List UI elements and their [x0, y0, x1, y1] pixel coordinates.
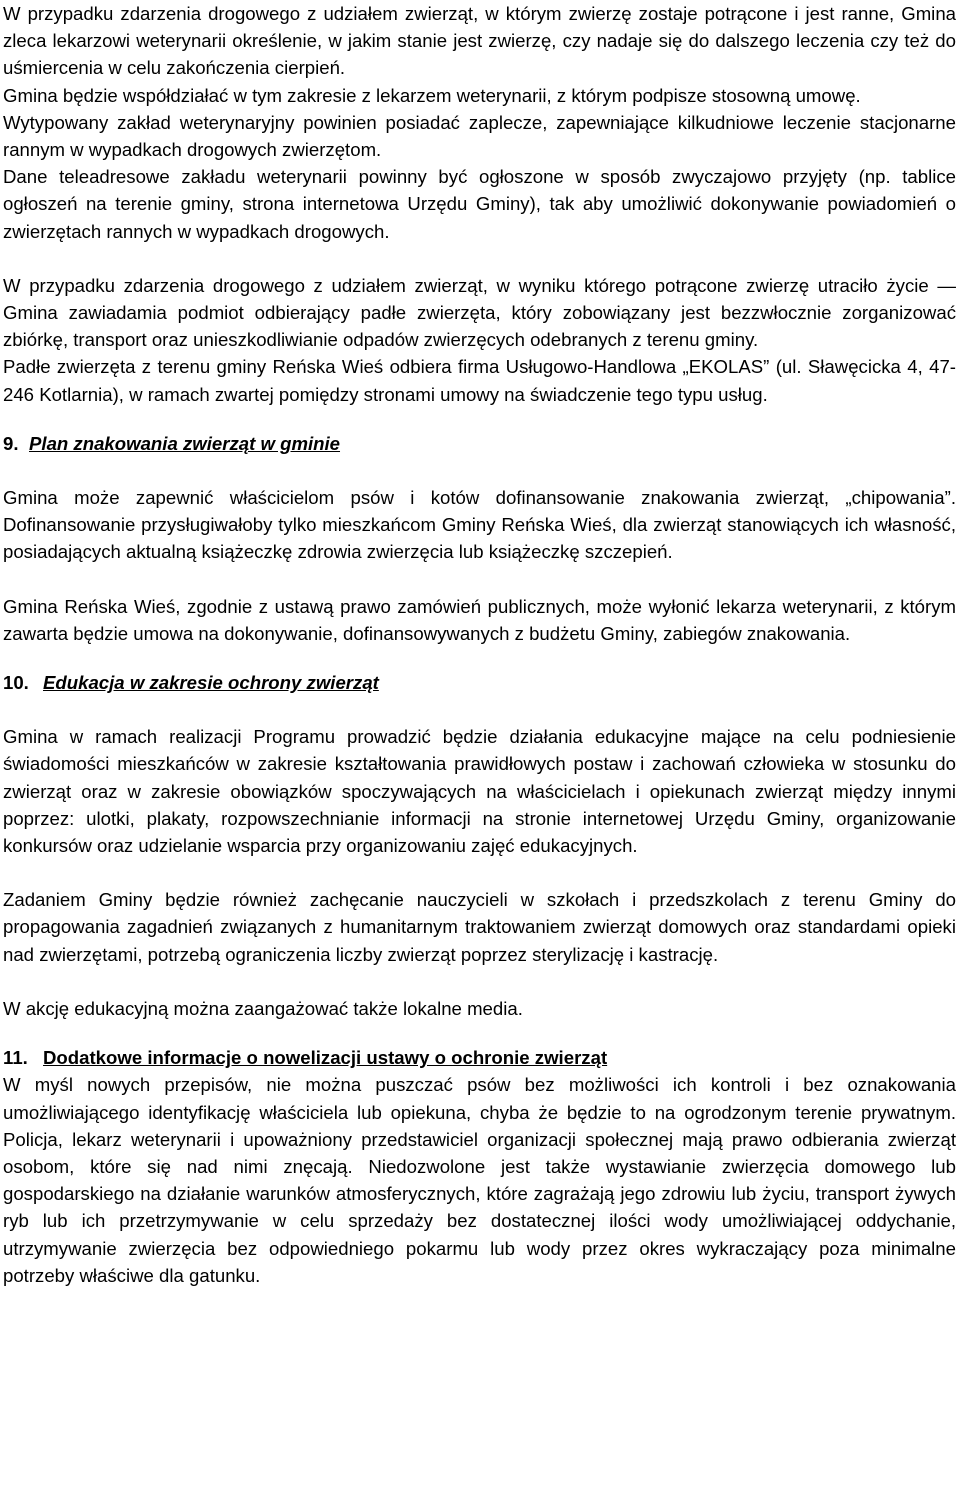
paragraph: Gmina będzie współdziałać w tym zakresie z lekarzem weterynarii, z którym podpisze stosowną umowę.: [3, 84, 861, 106]
paragraph: Zadaniem Gminy będzie również zachęcanie nauczycieli w szkołach i przedszkolach z terenu Gminy do propagowania zagadnień związanych z humanitarnym traktowaniem zwierząt domowych oraz standardami opieki nad zwierzętami, potrzebą ograniczenia liczby zwierząt poprzez sterylizację i kastrację.: [3, 889, 956, 965]
paragraph: Dane teleadresowe zakładu weterynarii powinny być ogłoszone w sposób zwyczajowo przyjęty (np. tablice ogłoszeń na terenie gminy, strona internetowa Urzędu Gminy), tak aby umożliwić dokonywanie powiadomień o zwierzętach rannych w wypadkach drogowych.: [3, 166, 956, 242]
paragraph: Gmina Reńska Wieś, zgodnie z ustawą prawo zamówień publicznych, może wyłonić lekarza weterynarii, z którym zawarta będzie umowa na dokonywanie, dofinansowywanych z budżetu Gminy, zabiegów znakowania.: [3, 595, 956, 644]
section-10-body: [3, 723, 956, 1022]
paragraph: W przypadku zdarzenia drogowego z udziałem zwierząt, w wyniku którego potrącone zwierzę utraciło życie — Gmina zawiadamia podmiot odbierający padłe zwierzęta, który zobowiązany jest bezzwłocznie zorganizować zbiórkę, transport oraz unieszkodliwianie odpadów zwierzęcych odebranych z terenu gminy.: [3, 274, 956, 351]
section-10-heading: [3, 669, 956, 696]
section-title: Dodatkowe informacje o nowelizacji ustawy o ochronie zwierząt: [43, 1047, 608, 1069]
section-number: 9.: [3, 432, 19, 454]
section-11-body: [3, 1071, 956, 1289]
paragraph: Gmina w ramach realizacji Programu prowadzić będzie działania edukacyjne mające na celu podniesienie świadomości mieszkańców w zakresie kształtowania prawidłowych postaw i zachowań człowieka w stosunku do zwierząt oraz w zakresie obowiązków spoczywających na właścicielach i opiekunach zwierząt między innymi poprzez: ulotki, plakaty, rozpowszechnianie informacji na stronie internetowej Urzędu Gminy, organizowanie konkursów oraz udzielanie wsparcia przy organizowaniu zajęć edukacyjnych.: [3, 726, 956, 857]
section-title: Plan znakowania zwierząt w gminie: [29, 432, 341, 454]
section-number: 10.: [3, 672, 29, 694]
section-11-heading: [3, 1044, 956, 1071]
section-number: 11.: [3, 1047, 28, 1069]
section-9-body: [3, 484, 956, 647]
roadkill-block: [3, 272, 956, 408]
paragraph: W akcję edukacyjną można zaangażować także lokalne media.: [3, 997, 523, 1019]
paragraph: Wytypowany zakład weterynaryjny powinien posiadać zaplecze, zapewniające kilkudniowe leczenie stacjonarne rannym w wypadkach drogowych zwierzętom.: [3, 111, 956, 161]
paragraph: Padłe zwierzęta z terenu gminy Reńska Wieś odbiera firma Usługowo-Handlowa „EKOLAS” (ul. Sławęcicka 4, 47-246 Kotlarnia), w ramach zwartej pomiędzy stronami umowy na świadczenie tego typu usług.: [3, 356, 956, 405]
paragraph: Gmina może zapewnić właścicielom psów i kotów dofinansowanie znakowania zwierząt, „chipowania”. Dofinansowanie przysługiwałoby tylko mieszkańcom Gminy Reńska Wieś, dla zwierząt stanowiących ich własność, posiadających aktualną książeczkę zdrowia zwierzęcia lub książeczkę szczepień.: [3, 487, 956, 563]
intro-block: [3, 0, 956, 245]
paragraph: W przypadku zdarzenia drogowego z udziałem zwierząt, w którym zwierzę zostaje potrącone i jest ranne, Gmina zleca lekarzowi weterynarii określenie, w jakim stanie jest zwierzę, czy nadaje się do dalszego leczenia czy też do uśmiercenia w celu zakończenia cierpień.: [3, 3, 956, 79]
section-9-heading: [3, 430, 956, 457]
section-title: Edukacja w zakresie ochrony zwierząt: [43, 672, 379, 694]
paragraph: W myśl nowych przepisów, nie można puszczać psów bez możliwości ich kontroli i bez oznakowania umożliwiającego identyfikację właściciela lub opiekuna, chyba że będzie to na ogrodzonym terenie prywatnym. Policja, lekarz weterynarii i upoważniony przedstawiciel organizacji społecznej mają prawo odbierania zwierząt osobom, które się nad nimi znęcają. Niedozwolone jest także wystawianie zwierzęcia domowego lub gospodarskiego na działanie warunków atmosferycznych, które zagrażają jego zdrowiu lub życiu, transport żywych ryb lub ich przetrzymywanie w celu sprzedaży bez dostatecznej ilości wody umożliwiającej oddychanie, utrzymywanie zwierzęcia bez odpowiedniego pokarmu lub wody przez okres wykraczający poza minimalne potrzeby właściwe dla gatunku.: [3, 1074, 956, 1286]
